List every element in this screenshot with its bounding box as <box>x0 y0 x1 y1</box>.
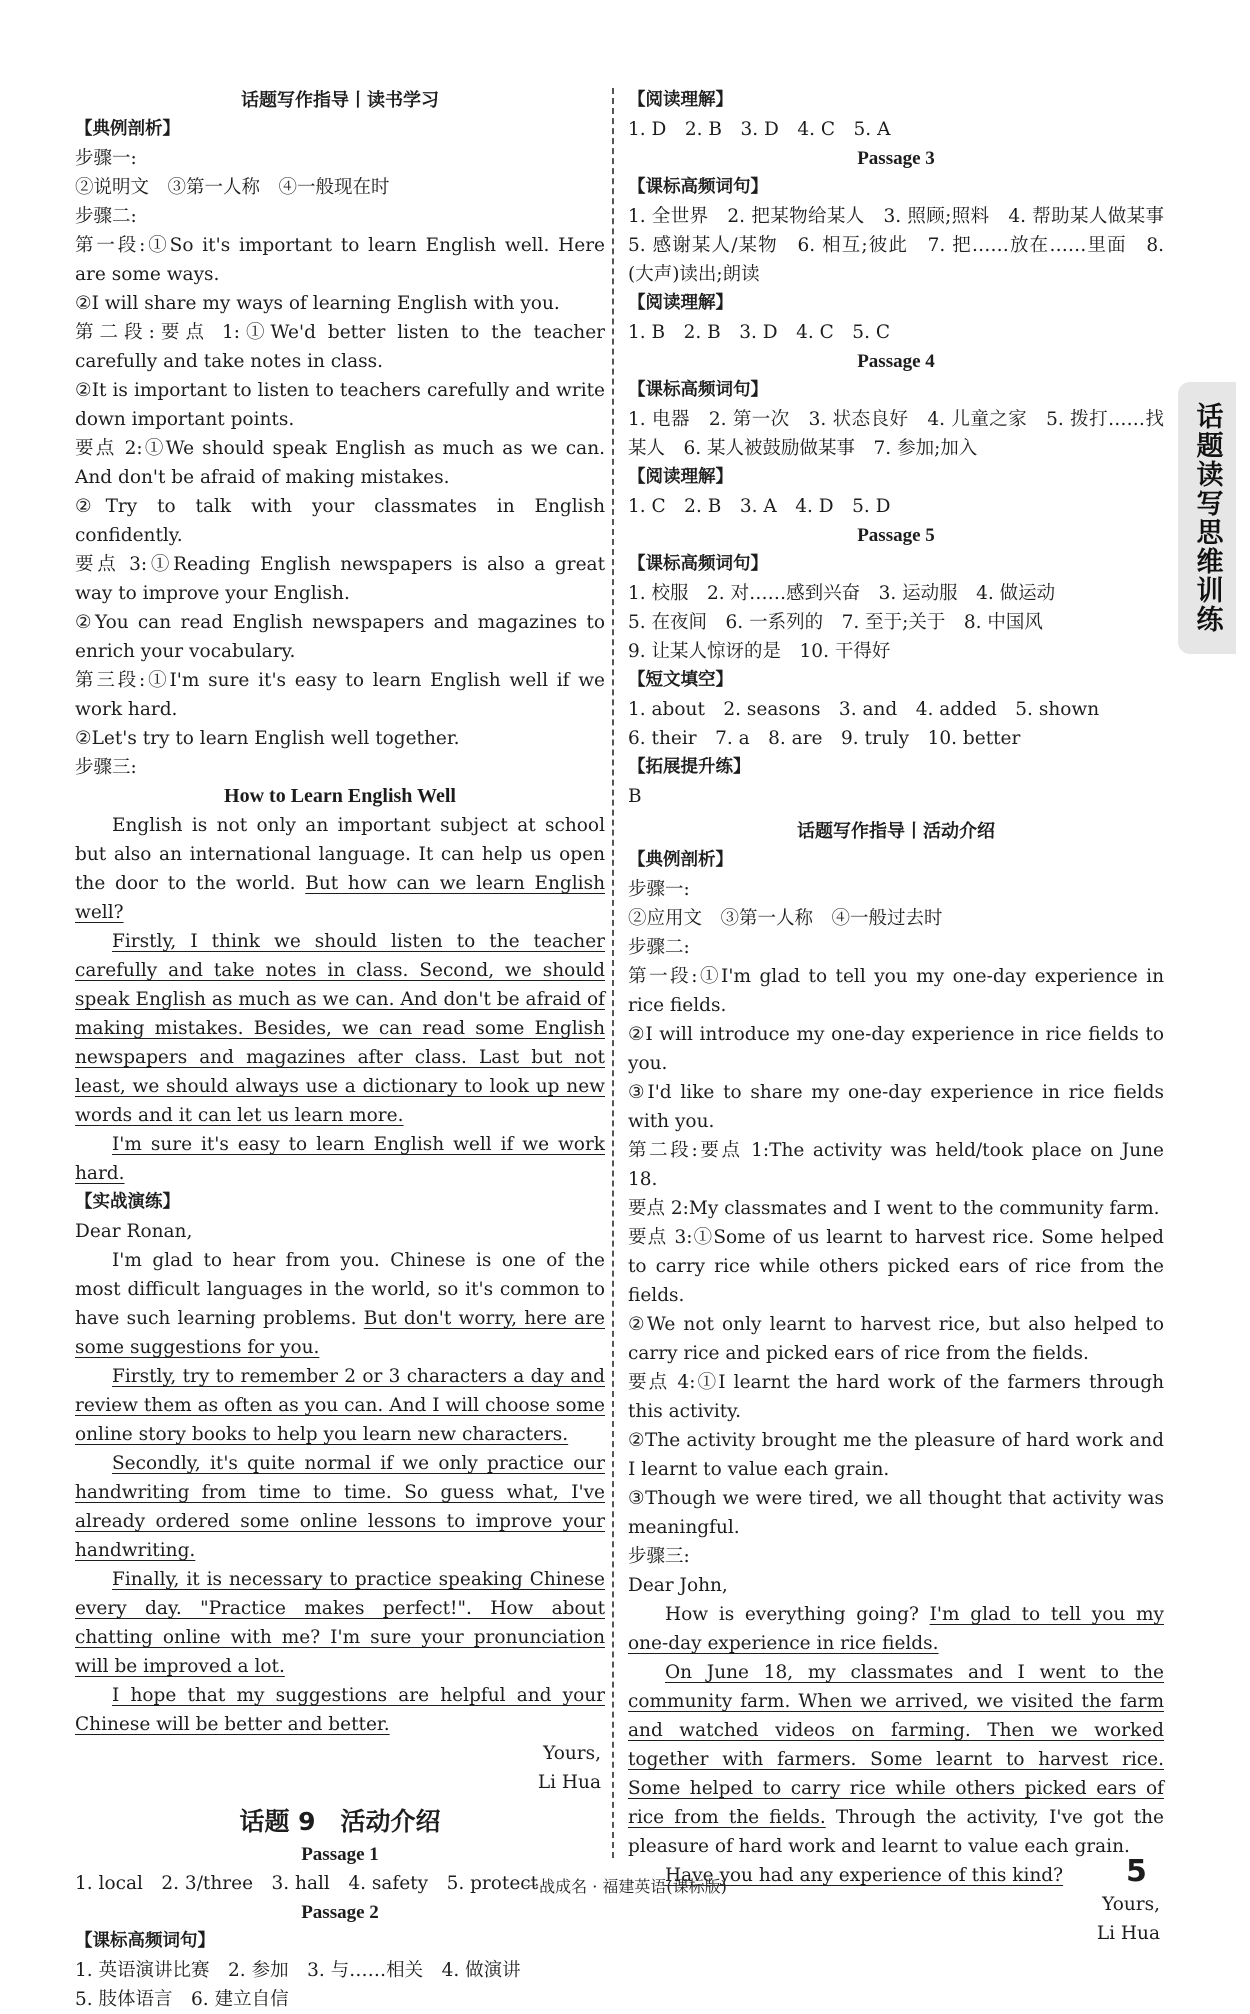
letter-greeting: Dear John, <box>628 1575 728 1596</box>
step2-line: 要点 3:①Some of us learnt to harvest rice. Some helped to carry rice while others picked ears of rice from the fields. <box>628 1227 1164 1306</box>
step2-line: ②I will share my ways of learning English with you. <box>75 293 560 314</box>
step1-label: 步骤一: <box>628 879 690 900</box>
page-number: 5 <box>1126 1854 1147 1889</box>
side-tab <box>1178 382 1236 654</box>
right-column <box>628 86 1183 1948</box>
letter-underlined-text: I hope that my suggestions are helpful and your Chinese will be better and better. <box>75 1685 605 1735</box>
letter-text: I'm glad to hear from you. Chinese is one of the most difficult languages in the world, so it's common to have such learning problems. <box>75 1250 605 1329</box>
vocab-header: 【课标高频词句】 <box>628 554 768 574</box>
letter-signature: Li Hua <box>1096 1923 1160 1944</box>
letter-paragraph <box>75 1681 605 1739</box>
passage-2-vocab-line: 1. 英语演讲比赛 2. 参加 3. 与……相关 4. 做演讲 <box>75 1960 521 1981</box>
writing-guide-title: 话题写作指导丨读书学习 <box>241 90 439 111</box>
passage-2-reading-answers: 1. D 2. B 3. D 4. C 5. A <box>628 119 891 140</box>
step2-line: 第二段:要点 1:①We'd better listen to the teacher carefully and take notes in class. <box>75 322 605 372</box>
essay-underlined-text: But how can we learn English well? <box>75 873 605 923</box>
step2-line: 要点 4:①I learnt the hard work of the farmers through this activity. <box>628 1372 1164 1422</box>
vocab-header: 【课标高频词句】 <box>75 1931 215 1951</box>
reading-header: 【阅读理解】 <box>628 467 733 487</box>
page-footer: 一战成名 · 福建英语(课标版) <box>523 1877 727 1896</box>
cloze-answers-line: 6. their 7. a 8. are 9. truly 10. better <box>628 728 1021 749</box>
left-column <box>75 86 605 2014</box>
essay-underlined-text: Firstly, I think we should listen to the teacher carefully and take notes in class. Second, we should speak English as much as we can. And don't be afraid of making mistakes. Besides, we can read some English newspapers and magazines after class. Last but not least, we should always use a dictionary to look up new words and it can let us learn more. <box>75 931 605 1126</box>
passage-5-title: Passage 5 <box>857 525 935 546</box>
letter-paragraph <box>628 1600 1164 1658</box>
letter-underlined-text: On June 18, my classmates and I went to the community farm. When we arrived, we visited the farm and watched videos on farming. Then we worked together with farmers. Some learnt to harvest rice. Some helped to carry rice while others picked ears of rice from the fields. <box>628 1662 1164 1828</box>
passage-3-vocab: 1. 全世界 2. 把某物给某人 3. 照顾;照料 4. 帮助某人做某事 5. 感谢某人/某物 6. 相互;彼此 7. 把……放在……里面 8. (大声)读出;朗读 <box>628 206 1183 285</box>
passage-3-title: Passage 3 <box>857 148 935 169</box>
vocab-header: 【课标高频词句】 <box>628 177 768 197</box>
step2-line: ②The activity brought me the pleasure of hard work and I learnt to value each grain. <box>628 1430 1164 1480</box>
letter-underlined-text: Have you had any experience of this kind? <box>665 1865 1064 1886</box>
letter-underlined-text: I'm glad to tell you my one-day experience in rice fields. <box>628 1604 1164 1654</box>
step2-line: 第三段:①I'm sure it's easy to learn English well if we work hard. <box>75 670 605 720</box>
letter-paragraph <box>75 1449 605 1565</box>
reading-header: 【阅读理解】 <box>628 293 733 313</box>
letter-paragraph <box>628 1658 1164 1861</box>
step3-label: 步骤三: <box>75 757 137 778</box>
cloze-answers-line: 1. about 2. seasons 3. and 4. added 5. shown <box>628 699 1100 720</box>
passage-2-vocab-line: 5. 肢体语言 6. 建立自信 <box>75 1989 289 2010</box>
step2-line: ③I'd like to share my one-day experience in rice fields with you. <box>628 1082 1164 1132</box>
letter-greeting: Dear Ronan, <box>75 1221 193 1242</box>
passage-1-title: Passage 1 <box>301 1844 379 1865</box>
letter-paragraph <box>75 1565 605 1681</box>
passage-5-vocab-line: 5. 在夜间 6. 一系列的 7. 至于;关于 8. 中国风 <box>628 612 1043 633</box>
example-analysis-header: 【典例剖析】 <box>628 850 733 870</box>
step2-line: 第二段:要点 1:The activity was held/took place on June 18. <box>628 1140 1164 1190</box>
step1-text: ②说明文 ③第一人称 ④一般现在时 <box>75 177 390 198</box>
letter-underlined-text: Firstly, try to remember 2 or 3 characters a day and review them as often as you can. And I will choose some online story books to help you learn new characters. <box>75 1366 605 1445</box>
step2-line: ②I will introduce my one-day experience in rice fields to you. <box>628 1024 1164 1074</box>
essay-paragraph <box>75 927 605 1130</box>
essay-text: English is not only an important subject at school but also an international language. It can help us open the door to the world. <box>75 815 605 894</box>
essay-paragraph <box>75 1130 605 1188</box>
step2-line: ②Try to talk with your classmates in English confidently. <box>75 496 605 546</box>
practice-header: 【实战演练】 <box>75 1192 180 1212</box>
step2-line: ②Let's try to learn English well together. <box>75 728 460 749</box>
essay-paragraph <box>75 811 605 927</box>
passage-5-vocab-line: 9. 让某人惊讶的是 10. 干得好 <box>628 641 891 662</box>
step2-line: 要点 2:My classmates and I went to the community farm. <box>628 1198 1160 1219</box>
step3-label: 步骤三: <box>628 1546 690 1567</box>
passage-5-vocab-line: 1. 校服 2. 对……感到兴奋 3. 运动服 4. 做运动 <box>628 583 1056 604</box>
letter-closing: Yours, <box>1102 1894 1160 1915</box>
letter-signature: Li Hua <box>537 1772 601 1793</box>
step1-text: ②应用文 ③第一人称 ④一般过去时 <box>628 908 943 929</box>
passage-4-reading-answers: 1. C 2. B 3. A 4. D 5. D <box>628 496 891 517</box>
step2-line: ②You can read English newspapers and magazines to enrich your vocabulary. <box>75 612 605 662</box>
step2-line: ②We not only learnt to harvest rice, but also helped to carry rice and picked ears of rice from the fields. <box>628 1314 1164 1364</box>
step1-label: 步骤一: <box>75 148 137 169</box>
column-divider <box>612 88 614 1858</box>
passage-3-reading-answers: 1. B 2. B 3. D 4. C 5. C <box>628 322 890 343</box>
step2-line: ②It is important to listen to teachers carefully and write down important points. <box>75 380 605 430</box>
essay-underlined-text: I'm sure it's easy to learn English well if we work hard. <box>75 1134 605 1184</box>
passage-1-answers: 1. local 2. 3/three 3. hall 4. safety 5. protect <box>75 1873 539 1894</box>
letter-underlined-text: But don't worry, here are some suggestions for you. <box>75 1308 605 1358</box>
step2-line: 要点 2:①We should speak English as much as we can. And don't be afraid of making mistakes. <box>75 438 605 488</box>
passage-4-vocab: 1. 电器 2. 第一次 3. 状态良好 4. 儿童之家 5. 拨打……找某人 6. 某人被鼓励做某事 7. 参加;加入 <box>628 409 1164 459</box>
letter-underlined-text: Finally, it is necessary to practice speaking Chinese every day. "Practice makes perfect!". How about chatting online with me? I'm sure your pronunciation will be improved a lot. <box>75 1569 605 1677</box>
letter-text: How is everything going? <box>665 1604 930 1625</box>
cloze-header: 【短文填空】 <box>628 670 733 690</box>
extend-answer: B <box>628 786 642 807</box>
topic-9-title: 话题 9 活动介绍 <box>239 1807 441 1836</box>
writing-guide-title: 话题写作指导丨活动介绍 <box>797 821 995 842</box>
step2-line: 要点 3:①Reading English newspapers is also a great way to improve your English. <box>75 554 605 604</box>
letter-text: Through the activity, I've got the pleasure of hard work and learnt to value each grain. <box>628 1807 1164 1857</box>
passage-4-title: Passage 4 <box>857 351 935 372</box>
step2-line: ③Though we were tired, we all thought that activity was meaningful. <box>628 1488 1164 1538</box>
essay-title: How to Learn English Well <box>224 785 456 807</box>
passage-2-title: Passage 2 <box>301 1902 379 1923</box>
letter-paragraph <box>75 1246 605 1362</box>
letter-paragraph <box>75 1362 605 1449</box>
letter-underlined-text: Secondly, it's quite normal if we only practice our handwriting from time to time. So guess what, I've already ordered some online lessons to improve your handwriting. <box>75 1453 605 1561</box>
step2-label: 步骤二: <box>628 937 690 958</box>
extend-header: 【拓展提升练】 <box>628 757 751 777</box>
step2-line: 第一段:①So it's important to learn English well. Here are some ways. <box>75 235 605 285</box>
letter-closing: Yours, <box>543 1743 601 1764</box>
side-tab-label: 话题读写思维训练 <box>1191 402 1223 634</box>
vocab-header: 【课标高频词句】 <box>628 380 768 400</box>
reading-header: 【阅读理解】 <box>628 90 733 110</box>
example-analysis-header: 【典例剖析】 <box>75 119 180 139</box>
step2-label: 步骤二: <box>75 206 137 227</box>
step2-line: 第一段:①I'm glad to tell you my one-day experience in rice fields. <box>628 966 1164 1016</box>
